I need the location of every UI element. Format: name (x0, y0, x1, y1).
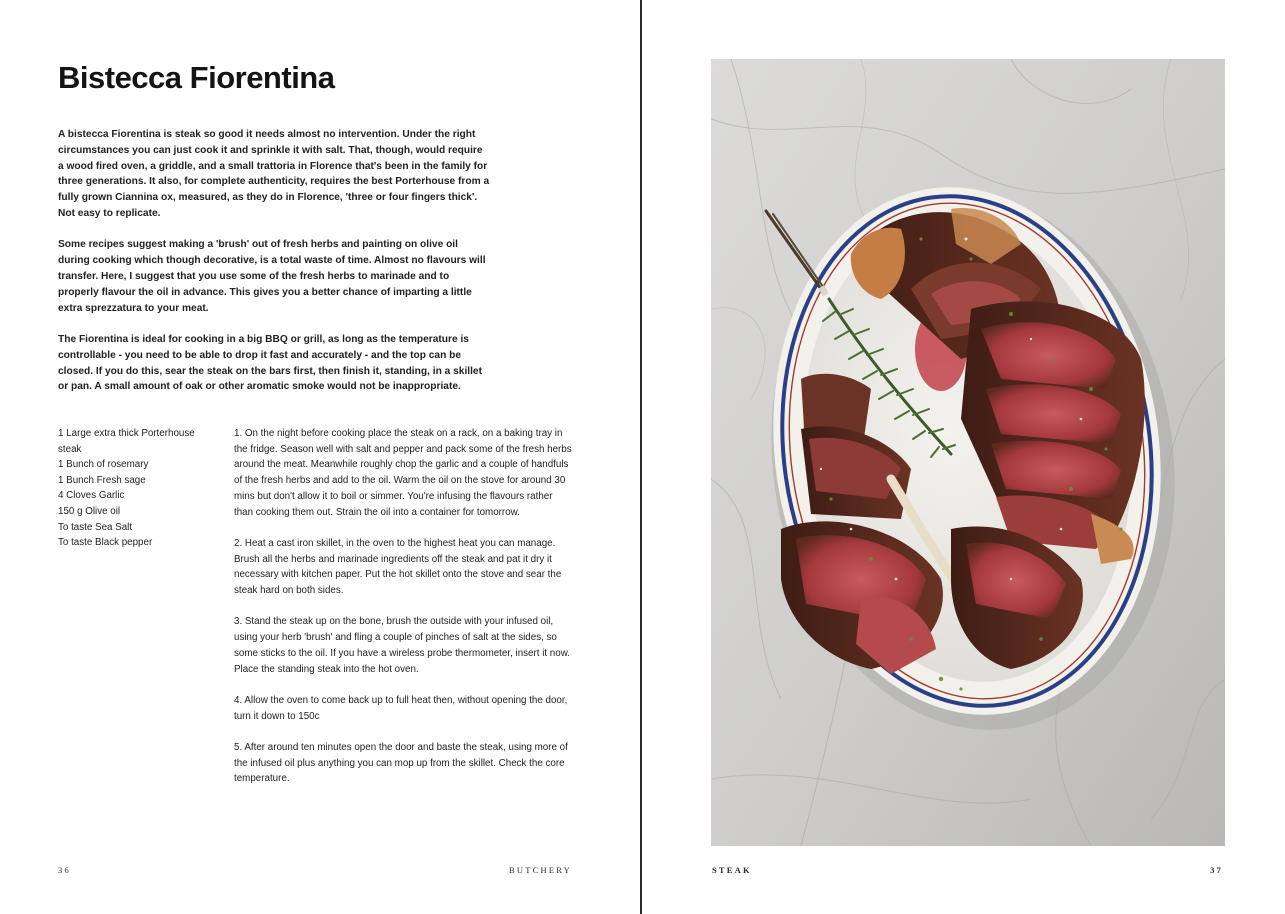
ingredient-item: To taste Black pepper (58, 537, 153, 549)
ingredient-item: To taste Sea Salt (58, 521, 133, 533)
intro-paragraph: A bistecca Fiorentina is steak so good it needs almost no intervention. Under the right circumstances you can just cook it and sprinkle it with salt. That, though, would require a wood fired oven, a griddle, and a small trattoria in Florence that's been in the family for three generations. It also, for complete authenticity, requires the best Porterhouse from a fully grown Ciannina ox, measured, as they do in Florence, 'three or four fingers thick'. Not easy to replicate. (58, 129, 490, 219)
method-step: 4. Allow the oven to come back up to full heat then, without opening the door, turn it down to 150c (234, 694, 568, 722)
steak-photo (711, 59, 1225, 846)
left-page (0, 0, 640, 914)
method-step: 5. After around ten minutes open the door and baste the steak, using more of the infused oil plus anything you can mop up from the skillet. Check the core temperature. (234, 742, 568, 785)
intro-paragraph: Some recipes suggest making a 'brush' out of fresh herbs and painting on olive oil during cooking which though decorative, is a total waste of time. Almost no flavours will transfer. Here, I suggest that you use some of the fresh herbs to marinade and to properly flavour the oil in advance. This gives you a better chance of imparting a little extra sprezzatura to your meat. (58, 239, 486, 314)
ingredient-item: 150 g Olive oil (58, 505, 121, 517)
method-step: 3. Stand the steak up on the bone, brush the outside with your infused oil, using your herb 'brush' and fling a couple of pinches of salt at the sides, so some sticks to the oil. If you have a wireless probe thermometer, insert it now. Place the standing steak into the hot oven. (234, 616, 570, 675)
running-footer-right: STEAK (712, 865, 752, 875)
recipe-title: Bistecca Fiorentina (58, 60, 335, 95)
ingredient-item: 1 Bunch of rosemary (58, 459, 149, 471)
recipe-intro (58, 127, 490, 411)
page-number-right: 37 (1210, 865, 1223, 875)
page-number-left: 36 (58, 865, 71, 875)
ingredients-list (58, 426, 218, 551)
ingredient-item: 1 Bunch Fresh sage (58, 474, 146, 486)
method-steps (234, 426, 574, 803)
ingredient-item: 4 Cloves Garlic (58, 490, 125, 502)
steak-platter-illustration (711, 59, 1225, 846)
intro-paragraph: The Fiorentina is ideal for cooking in a big BBQ or grill, as long as the temperature is controllable - you need to be able to drop it fast and accurately - and the top can be closed. If you do this, sear the steak on the bars first, then finish it, standing, in a skillet or pan. A small amount of oak or other aromatic smoke would not be inappropriate. (58, 333, 482, 393)
method-step: 1. On the night before cooking place the steak on a rack, on a baking tray in the fridge. Season well with salt and pepper and pack some of the fresh herbs around the meat. Meanwhile roughly chop the garlic and a couple of handfuls of the fresh herbs and add to the oil. Warm the oil on the stove for around 30 mins but don't allow it to boil or simmer. You're infusing the flavours rather than cooking them out. Strain the oil into a container for tomorrow. (234, 428, 572, 518)
method-step: 2. Heat a cast iron skillet, in the oven to the highest heat you can manage. Brush all the herbs and marinade ingredients off the steak and pat it dry it necessary with kitchen paper. Put the hot skillet onto the stove and sear the steak hard on both sides. (234, 537, 562, 597)
right-page (642, 0, 1285, 914)
running-footer-left: BUTCHERY (509, 865, 572, 875)
ingredient-item: 1 Large extra thick Porterhouse steak (58, 428, 195, 455)
